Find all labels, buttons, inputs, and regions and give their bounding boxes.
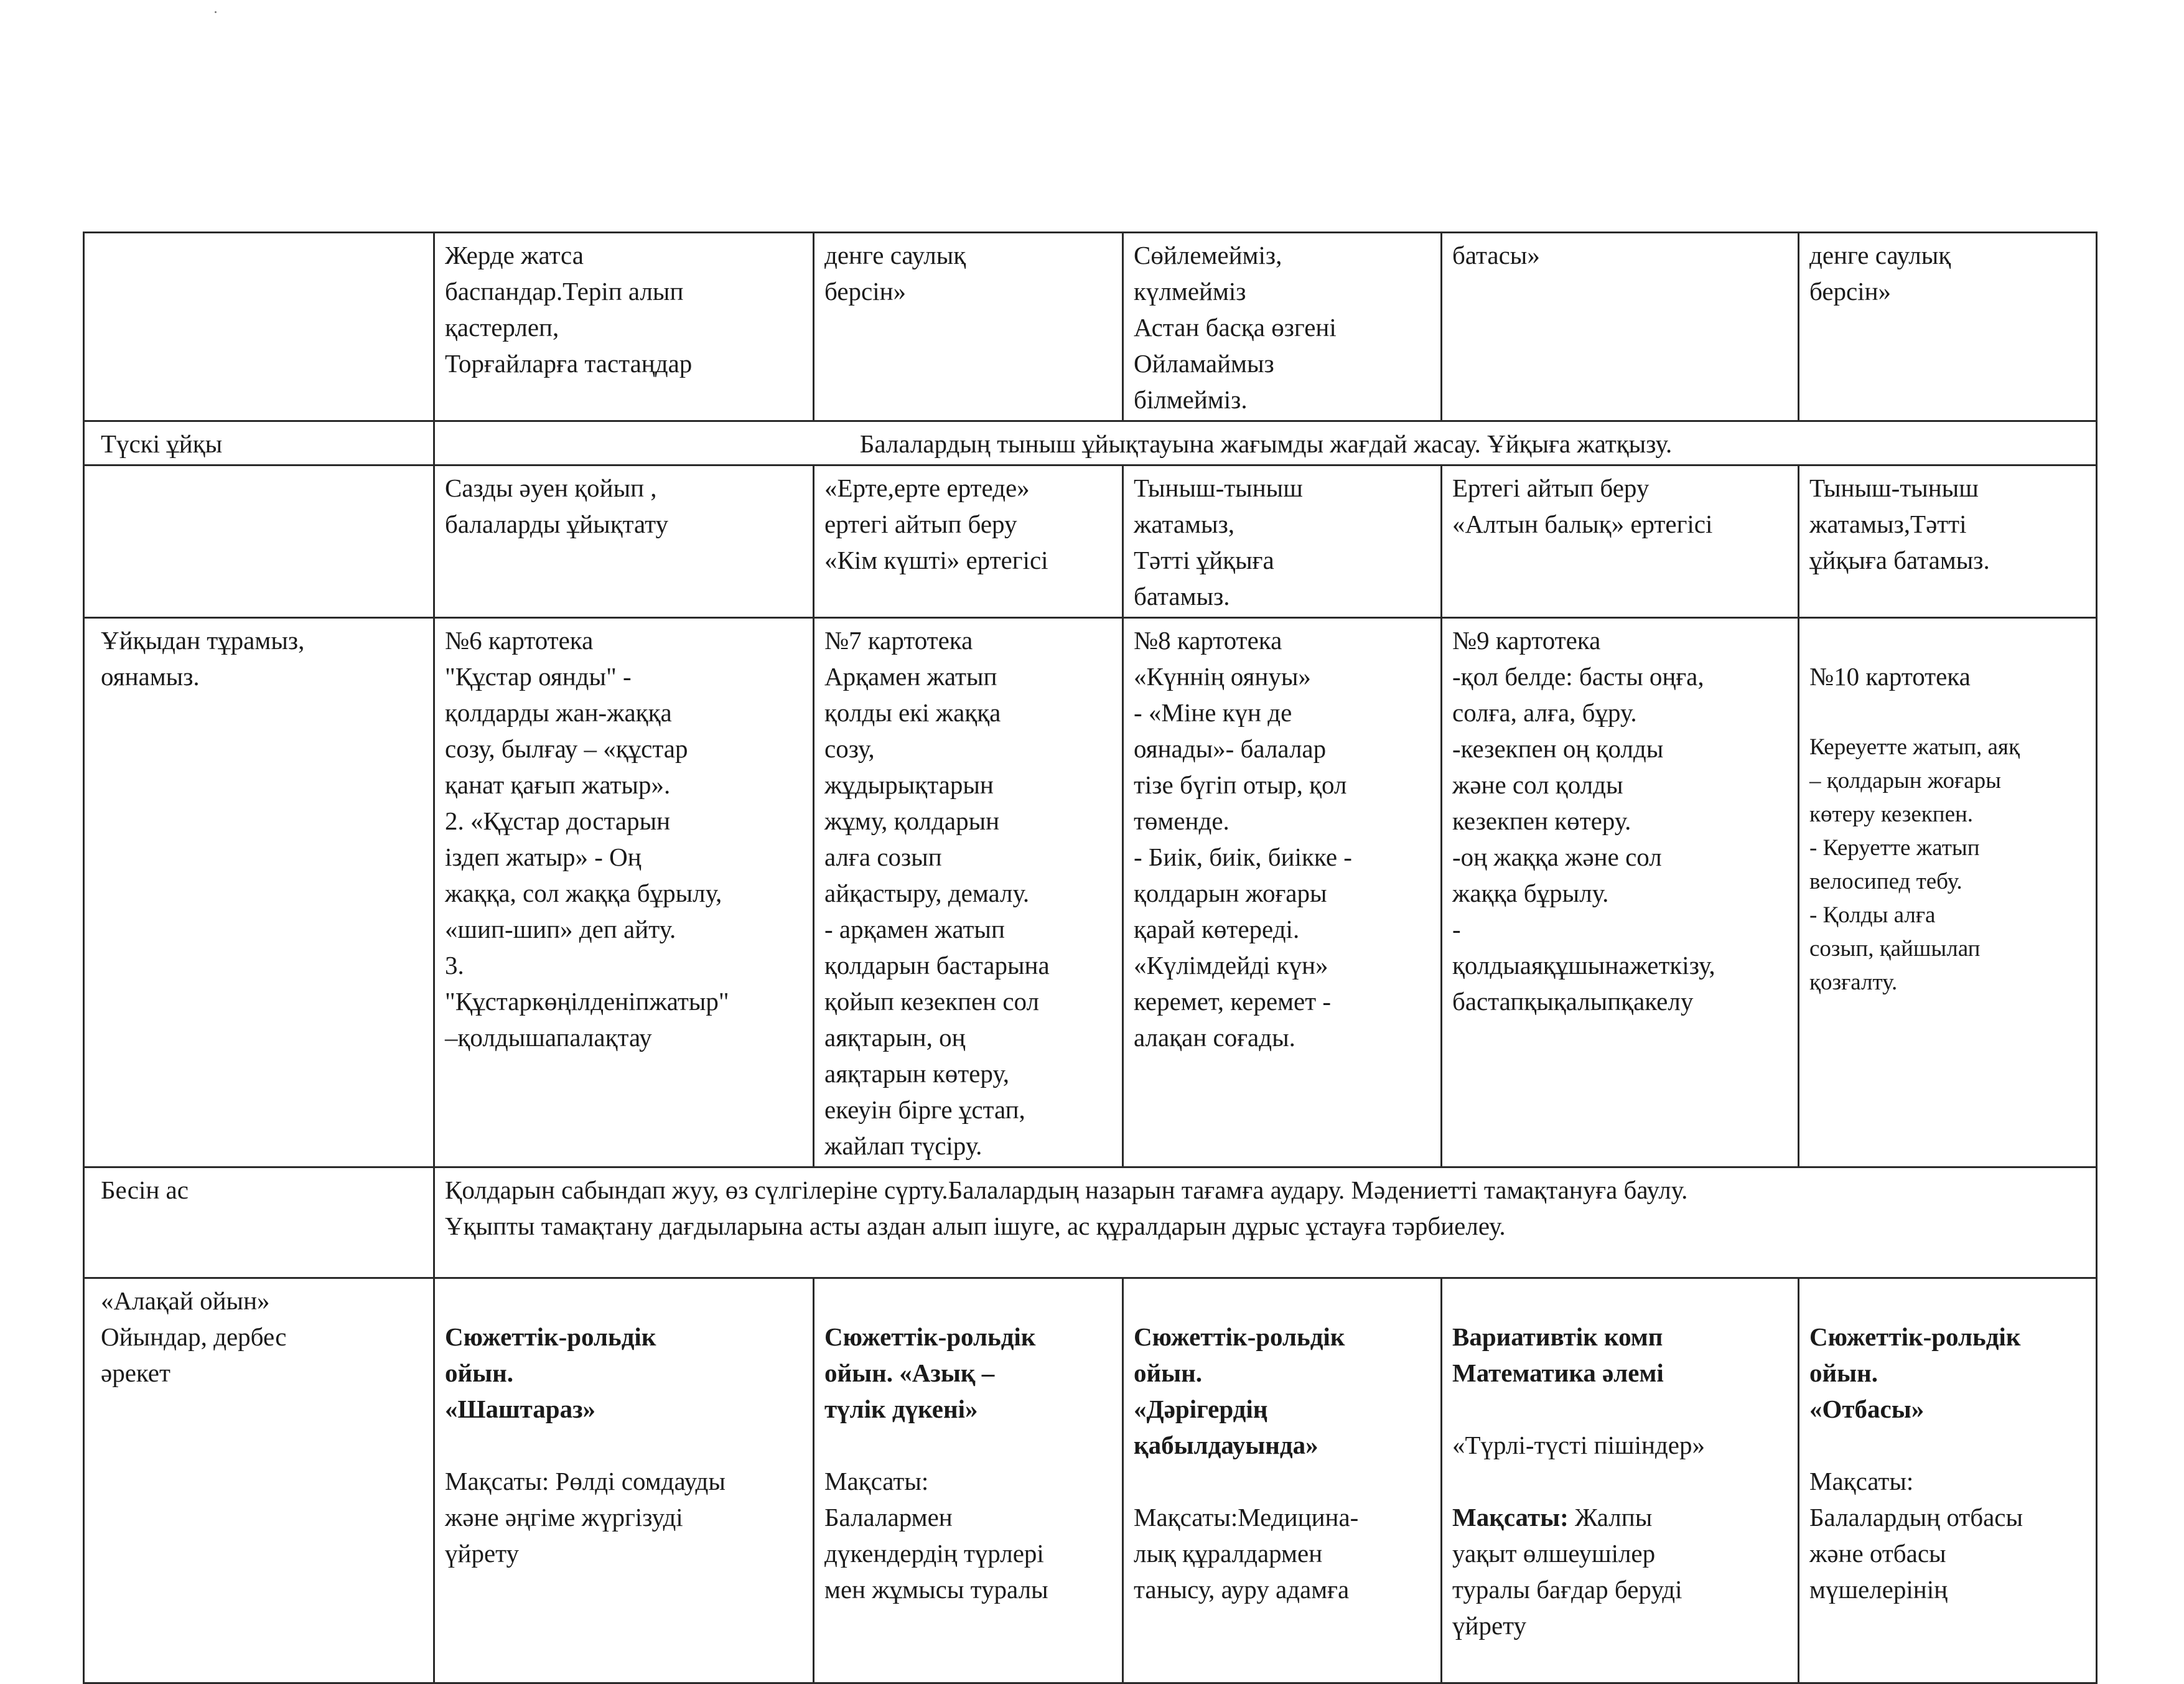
game-goal: Мақсаты: Рөлді сомдауды және әңгіме жүргізуді үйрету	[445, 1467, 726, 1568]
goal-label: Мақсаты:	[1452, 1503, 1569, 1532]
game-goal: Мақсаты: Балалардың отбасы және отбасы мүшелерінің	[1809, 1467, 2023, 1604]
table-cell: №8 картотека «Күннің оянуы» - «Міне күн де оянады»- балалар тізе бүгіп отыр, қол төменде. - Биік, биік, биікке - қолдарын жоғары қарай көтереді. «Күлімдейді күн» керемет, керемет - алақан соғады.	[1123, 618, 1442, 1167]
game-goal: Мақсаты:Медицина- лық құралдармен танысу, ауру адамға	[1134, 1503, 1359, 1604]
table-cell: №9 картотека -қол белде: басты оңға, солға, алға, бұру. -кезекпен оң қолды және сол қолды кезекпен көтеру. -оң жаққа және сол жаққа бұрылу. - қолдыаяқұшынажеткізу, бастапқықалыпқакелу	[1442, 618, 1799, 1167]
table-cell: Сөйлемейміз, күлмейміз Астан басқа өзгені Ойламаймыз білмейміз.	[1123, 233, 1442, 421]
table-row	[84, 1278, 2097, 1683]
table-row	[84, 618, 2097, 1167]
schedule-table	[83, 232, 2098, 1684]
row-label: Түскі ұйқы	[84, 421, 434, 465]
game-title: Сюжеттік-рольдік ойын. «Шаштараз»	[445, 1322, 656, 1423]
scan-speck	[215, 11, 217, 13]
table-cell: №6 картотека "Құстар оянды" - қолдарды жан-жаққа созу, былғау – «құстар қанат қағып жатыр». 2. «Құстар достарын іздеп жатыр» - Оң жаққа, сол жаққа бұрылу, «шип-шип» деп айту. 3. "Құстаркөңілденіпжатыр" –қолдышапалақтау	[434, 618, 814, 1167]
table-cell	[434, 1278, 814, 1683]
merged-cell: Қолдарын сабындап жуу, өз сүлгілеріне сүрту.Балалардың назарын тағамға аудару. Мәдениетті тамақтануға баулу. Ұқыпты тамақтану дағдыларына асты аздан алып ішуге, ас құралдарын дұрыс ұстауға тәрбиелеу.	[434, 1167, 2097, 1278]
table-cell	[1442, 1278, 1799, 1683]
table-row	[84, 1167, 2097, 1278]
game-title: Сюжеттік-рольдік ойын. «Азық – түлік дүкені»	[824, 1322, 1036, 1423]
table-cell	[1799, 618, 2097, 1167]
table-cell: денге саулық берсін»	[1799, 233, 2097, 421]
game-title: Сюжеттік-рольдік ойын. «Отбасы»	[1809, 1322, 2021, 1423]
table-cell: Тыныш-тыныш жатамыз,Тәтті ұйқыға батамыз.	[1799, 465, 2097, 618]
table-cell: батасы»	[1442, 233, 1799, 421]
row-label: Бесін ас	[84, 1167, 434, 1278]
card-title: №10 картотека	[1809, 662, 1971, 691]
table-cell: №7 картотека Арқамен жатып қолды екі жаққа созу, жұдырықтарын жұму, қолдарын алға созып айқастыру, демалу. - арқамен жатып қолдарын бастарына қойып кезекпен сол аяқтарын, оң аяқтарын көтеру, екеуін бірге ұстап, жайлап түсіру.	[814, 618, 1123, 1167]
table-cell: Сазды әуен қойып , балаларды ұйықтату	[434, 465, 814, 618]
merged-cell: Балалардың тыныш ұйықтауына жағымды жағдай жасау. Ұйқыға жатқызу.	[434, 421, 2097, 465]
card-body: Кереуетте жатып, аяқ – қолдарын жоғары көтеру кезекпен. - Керуетте жатып велосипед тебу. - Қолды алға созып, қайшылап қозғалту.	[1809, 734, 2020, 995]
row-label	[84, 465, 434, 618]
table-cell: денге саулық берсін»	[814, 233, 1123, 421]
game-title: Сюжеттік-рольдік ойын. «Дәрігердің қабылдауында»	[1134, 1322, 1345, 1459]
game-subtitle: «Түрлі-түсті пішіндер»	[1452, 1431, 1705, 1459]
table-cell	[1123, 1278, 1442, 1683]
row-label: «Алақай ойын» Ойындар, дербес әрекет	[84, 1278, 434, 1683]
row-label	[84, 233, 434, 421]
table-cell	[1799, 1278, 2097, 1683]
table-row	[84, 465, 2097, 618]
table-cell: Тыныш-тыныш жатамыз, Тәтті ұйқыға батамыз.	[1123, 465, 1442, 618]
table-row	[84, 421, 2097, 465]
table-cell: «Ерте,ерте ертеде» ертегі айтып беру «Кім күшті» ертегісі	[814, 465, 1123, 618]
table-row	[84, 233, 2097, 421]
game-goal: Мақсаты: Балалармен дүкендердің түрлері мен жұмысы туралы	[824, 1467, 1048, 1604]
game-title: Вариативтік комп Математика әлемі	[1452, 1322, 1664, 1387]
row-label: Ұйқыдан тұрамыз, оянамыз.	[84, 618, 434, 1167]
table-cell: Жерде жатса баспандар.Теріп алып қастерлеп, Торғайларға тастаңдар	[434, 233, 814, 421]
table-cell: Ертегі айтып беру «Алтын балық» ертегісі	[1442, 465, 1799, 618]
game-goal: Жалпы уақыт өлшеушілер туралы бағдар беруді үйрету	[1452, 1503, 1682, 1640]
table-cell	[814, 1278, 1123, 1683]
